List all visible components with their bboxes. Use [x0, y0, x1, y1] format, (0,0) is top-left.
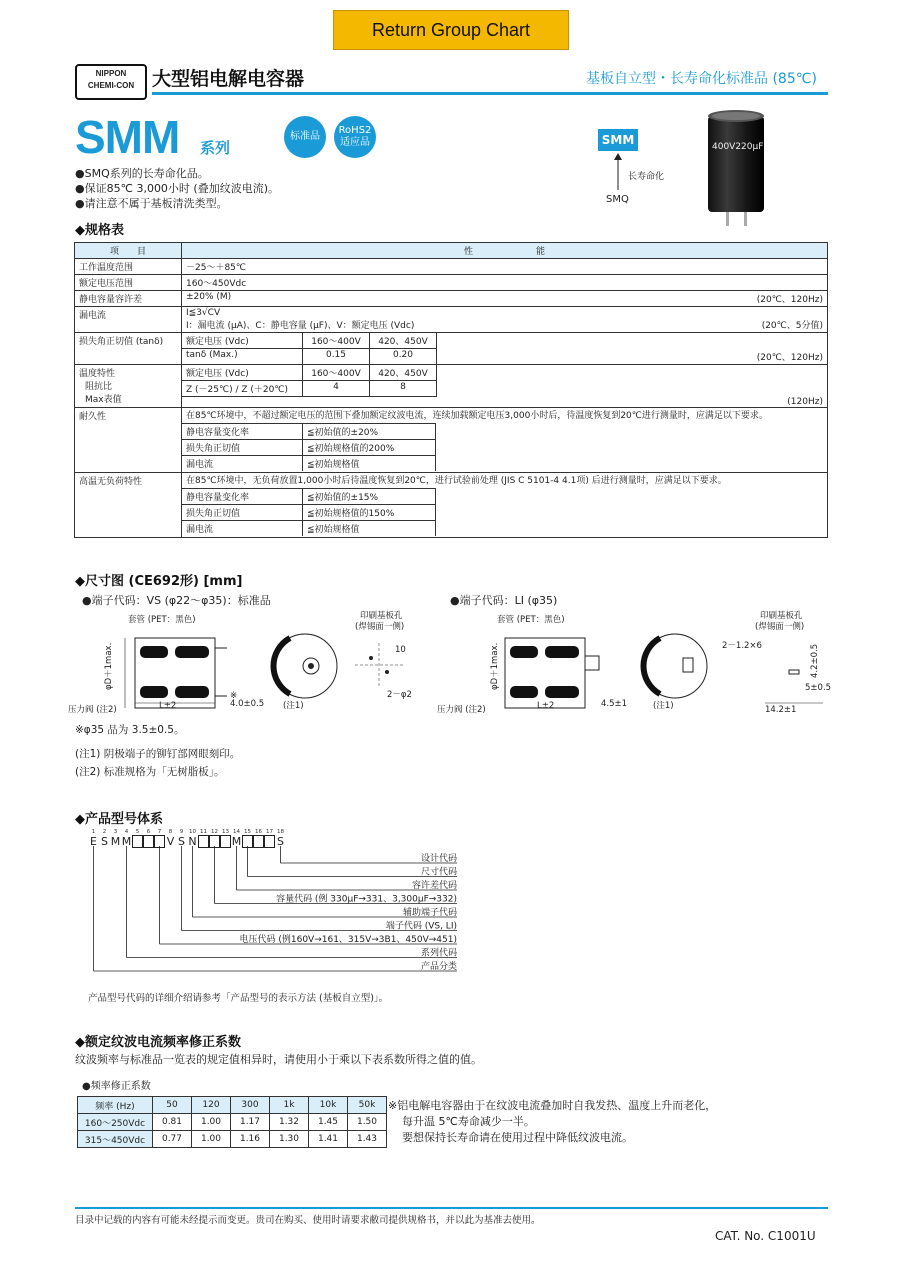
feature-list [75, 166, 279, 211]
freq-head: 50 [153, 1097, 192, 1114]
freq-head: 10k [309, 1097, 348, 1114]
pn-digit-char: S [277, 835, 284, 848]
pn-digit-index: 4 [124, 829, 129, 835]
end-cell: ≦初始规格值的200% [303, 440, 436, 456]
page-subtitle: 基板自立型・长寿命化标准品 (85℃) [586, 71, 817, 87]
note2-text: (注2) 标准规格为「无树脂板」。 [75, 766, 225, 778]
vs-sleeve-label: 套管 (PET：黑色) [128, 615, 196, 625]
freq-cell: 1.00 [192, 1114, 231, 1131]
li-pcb-label1: 印刷基板孔 [760, 611, 803, 621]
pn-tree-label: 端子代码 (VS, LI) [385, 921, 457, 932]
endurance-subtable [182, 423, 436, 471]
catalog-number: CAT. No. C1001U [715, 1229, 816, 1243]
cap-value: ±20% (M) [186, 292, 232, 302]
li-5-label: 5±0.5 [805, 683, 832, 693]
li-holes-label: 2－1.2×6 [722, 641, 762, 651]
li-vent-label: 压力阀 (注2) [437, 705, 486, 715]
page-title: 大型铝电解电容器 [152, 68, 305, 90]
ripple-heading: ◆额定纹波电流频率修正系数 [75, 1035, 241, 1050]
rohs-badge-line1: RoHS2 [338, 125, 372, 136]
tan-cell: tanδ (Max.) [182, 349, 303, 365]
vs-star: ※ [230, 691, 238, 701]
leak-desc: I：漏电流 (μA)、C：静电容量 (μF)、V：额定电压 (Vdc) [186, 321, 415, 331]
spec-col-perf: 性 能 [182, 243, 828, 259]
pn-digit-char: M [231, 835, 242, 848]
pn-digit-index: 6 [146, 829, 151, 835]
rohs-badge [334, 116, 376, 158]
ripple-note: 每升温 5℃寿命减少一半。 [402, 1115, 535, 1128]
end-cell: ≦初始规格值 [303, 456, 436, 472]
tc-label: 温度特性 [79, 369, 116, 379]
pn-digit-char: S [101, 835, 108, 848]
endurance-desc: 在85℃环境中，不超过额定电压的范围下叠加额定纹波电流，连续加载额定电压3,000小时后，待温度恢复到20℃进行测量时，应满足以下要求。 [186, 411, 768, 421]
pn-tree-label: 设计代码 [420, 854, 457, 864]
spec-row-value [182, 473, 828, 538]
lineage-arrow-icon [610, 152, 626, 192]
freq-cell: 160～250Vdc [78, 1114, 153, 1131]
pn-digit-index: 2 [102, 829, 107, 835]
pn-tree-label: 容许差代码 [411, 881, 457, 891]
header-divider [152, 92, 828, 95]
freq-head: 50k [348, 1097, 387, 1114]
pn-digit-char: M [121, 835, 132, 848]
pn-digit-index: 7 [157, 829, 162, 835]
pn-digit-index: 3 [113, 829, 118, 835]
series-suffix: 系列 [200, 139, 231, 157]
pn-digit-index: 1 [91, 829, 96, 835]
ripple-desc: 纹波频率与标准品一览表的规定值相异时，请使用小于乘以下表系数所得之值的值。 [75, 1053, 482, 1066]
vs-vent-label: 压力阀 (注2) [68, 705, 117, 715]
spec-row-label: 额定电压范围 [75, 275, 182, 291]
spec-row-value [182, 307, 828, 333]
return-group-chart-button[interactable]: Return Group Chart [333, 10, 569, 50]
spec-row-value: 160～450Vdc [182, 275, 828, 291]
pn-digit-index: 14 [233, 829, 240, 835]
logo-line2: CHEMI-CON [87, 81, 135, 90]
standard-badge-label: 标准品 [290, 131, 320, 142]
tan-cond: (20℃、120Hz) [756, 353, 823, 363]
li-142-label: 14.2±1 [765, 705, 797, 715]
tan-cell: 0.15 [303, 349, 370, 365]
pn-digit-index: 17 [266, 829, 273, 835]
pn-digit-index: 16 [255, 829, 262, 835]
lineage-smq: SMQ [606, 194, 629, 205]
spec-row-label [75, 365, 182, 408]
li-l-label: L±2 [537, 701, 555, 711]
nippon-chemicon-logo [75, 64, 147, 100]
pn-tree-label: 电压代码 (例160V→161、315V→3B1、450V→451) [239, 935, 457, 945]
pn-digit-index: 9 [179, 829, 184, 835]
vs-dim-label: 4.0±0.5 [230, 699, 265, 709]
pn-tree [85, 846, 465, 981]
tan-cell: 420、450V [370, 333, 437, 349]
tc-cell: 420、450V [370, 365, 437, 381]
tan-cell: 160～400V [303, 333, 370, 349]
spec-row-label: 高温无负荷特性 [75, 473, 182, 538]
vs-phid-label: φD＋1max. [104, 642, 114, 690]
freq-cell: 1.50 [348, 1114, 387, 1131]
feature-item: ●请注意不属于基板清洗类型。 [75, 197, 228, 210]
freq-cell: 1.32 [270, 1114, 309, 1131]
pn-tree-label: 尺寸代码 [420, 867, 457, 878]
freq-cell: 0.81 [153, 1114, 192, 1131]
li-note1: (注1) [653, 701, 674, 711]
tc-label: 阻抗比 [85, 382, 113, 392]
li-phid-label: φD＋1max. [490, 642, 500, 690]
spec-row-label: 静电容量容许差 [75, 291, 182, 307]
tc-cell: 8 [370, 381, 437, 397]
tan-cell: 额定电压 (Vdc) [182, 333, 303, 349]
freq-cell: 0.77 [153, 1131, 192, 1148]
li-dim-label: 4.5±1 [601, 699, 628, 709]
pn-digit-char: N [188, 835, 197, 848]
logo-line1: NIPPON [95, 69, 127, 78]
feature-item: ●保证85℃ 3,000小时 (叠加纹波电流)。 [75, 182, 280, 195]
freq-cell: 315～450Vdc [78, 1131, 153, 1148]
leak-formula: I≦3√CV [186, 308, 221, 318]
vs-l-label: L±2 [159, 701, 177, 711]
pn-digit-char: M [110, 835, 121, 848]
tc-label: Max表值 [85, 395, 122, 405]
end-cell: 漏电流 [182, 456, 303, 472]
pn-footnote: 产品型号代码的详细介绍请参考「产品型号的表示方法 (基板自立型)」。 [88, 993, 389, 1004]
tan-cell: 0.20 [370, 349, 437, 365]
tc-cond: (120Hz) [787, 397, 823, 407]
series-name: SMM [75, 111, 180, 163]
vs-pcb-label2: (焊锡面一侧) [355, 622, 405, 632]
footer-divider [75, 1207, 828, 1209]
pn-digit-index: 18 [277, 829, 284, 835]
pn-digit-index: 8 [168, 829, 173, 835]
freq-table [77, 1096, 387, 1148]
shelf-cell: ≦初始规格值 [303, 521, 436, 537]
rohs-badge-line2: 适应品 [340, 137, 370, 148]
ripple-notes [388, 1098, 716, 1146]
vs-note1: (注1) [283, 701, 304, 711]
pn-tree-label: 产品分类 [420, 962, 457, 972]
pn-heading: ◆产品型号体系 [75, 812, 163, 827]
capacitor-text: 400V220μF [712, 142, 764, 152]
shelf-cell: 漏电流 [182, 521, 303, 537]
end-cell: ≦初始值的±20% [303, 424, 436, 440]
feature-item: ●SMQ系列的长寿命化品。 [75, 167, 209, 180]
freq-head: 300 [231, 1097, 270, 1114]
li-42-label: 4.2±0.5 [810, 643, 820, 678]
spec-row-value [182, 333, 828, 365]
li-sleeve-label: 套管 (PET：黑色) [497, 615, 565, 625]
pn-digit-index: 13 [222, 829, 229, 835]
pn-digit-index: 12 [211, 829, 218, 835]
freq-cell: 1.45 [309, 1114, 348, 1131]
shelf-desc: 在85℃环境中，无负荷放置1,000小时后待温度恢复到20℃，进行试验前处理 (JIS C 5101-4 4.1项) 后进行测量时，应满足以下要求。 [186, 476, 727, 486]
end-cell: 损失角正切值 [182, 440, 303, 456]
dims-heading: ◆尺寸图 (CE692形) [mm] [75, 574, 243, 589]
spec-row-value: －25～＋85℃ [182, 259, 828, 275]
lineage-smm-box: SMM [598, 129, 638, 151]
pn-tree-label: 容量代码 (例 330μF→331、3,300μF→332) [276, 894, 457, 905]
dimension-drawings [65, 608, 865, 718]
pn-digit-index: 11 [200, 829, 207, 835]
pn-tree-label: 系列代码 [420, 948, 457, 959]
spec-table [74, 242, 828, 538]
pn-digit-index: 10 [189, 829, 196, 835]
pn-tree-label: 辅助端子代码 [402, 908, 457, 918]
spec-row-label: 耐久性 [75, 408, 182, 473]
lineage-label: 长寿命化 [628, 172, 665, 182]
tan-subtable [182, 333, 437, 364]
spec-row-value [182, 365, 828, 408]
spec-row-value [182, 408, 828, 473]
spec-row-label: 损失角正切值 (tanδ) [75, 333, 182, 365]
li-title: ●端子代码：LI (φ35) [450, 594, 558, 607]
tc-cell: Z (－25℃) / Z (＋20℃) [182, 381, 303, 397]
shelf-subtable [182, 488, 436, 536]
spec-heading: ◆规格表 [75, 223, 124, 238]
cap-cond: (20℃、120Hz) [756, 295, 823, 305]
tc-cell: 160～400V [303, 365, 370, 381]
shelf-cell: ≦初始值的±15% [303, 489, 436, 505]
freq-head: 频率 (Hz) [78, 1097, 153, 1114]
freq-cell: 1.00 [192, 1131, 231, 1148]
freq-cell: 1.41 [309, 1131, 348, 1148]
vs-title: ●端子代码：VS (φ22～φ35)：标准品 [82, 594, 271, 607]
leak-cond: (20℃、5分值) [761, 321, 823, 331]
footer-disclaimer: 目录中记载的内容有可能未经提示而变更。贵司在购买、使用时请要求敝司提供规格书，并以此为基准去使用。 [75, 1215, 541, 1226]
vs-hole-label: 2－φ2 [387, 690, 412, 700]
pn-digit-char: E [90, 835, 97, 848]
tc-subtable [182, 365, 437, 397]
freq-cell: 1.30 [270, 1131, 309, 1148]
vs-pcb-label1: 印刷基板孔 [360, 611, 403, 621]
capacitor-photo [700, 104, 772, 228]
pn-digit-index: 15 [244, 829, 251, 835]
spec-row-value [182, 291, 828, 307]
pn-digit-char: V [166, 835, 175, 848]
spec-col-item: 项 目 [75, 243, 182, 259]
freq-head: 1k [270, 1097, 309, 1114]
shelf-cell: 损失角正切值 [182, 505, 303, 521]
li-pcb-label2: (焊锡面一侧) [755, 622, 805, 632]
spec-row-label: 工作温度范围 [75, 259, 182, 275]
vs-10-label: 10 [395, 645, 406, 655]
freq-cell: 1.17 [231, 1114, 270, 1131]
ripple-sub: ●频率修正系数 [82, 1081, 151, 1092]
standard-badge [284, 116, 326, 158]
note1-text: (注1) 阴极端子的铆钉部网眼刻印。 [75, 748, 241, 760]
shelf-cell: ≦初始规格值的150% [303, 505, 436, 521]
end-cell: 静电容量变化率 [182, 424, 303, 440]
freq-cell: 1.16 [231, 1131, 270, 1148]
freq-cell: 1.43 [348, 1131, 387, 1148]
pn-digit-char: S [178, 835, 185, 848]
pn-digit-index: 5 [135, 829, 140, 835]
spec-row-label: 漏电流 [75, 307, 182, 333]
freq-head: 120 [192, 1097, 231, 1114]
tc-cell: 额定电压 (Vdc) [182, 365, 303, 381]
shelf-cell: 静电容量变化率 [182, 489, 303, 505]
ripple-note: 要想保持长寿命请在使用过程中降低纹波电流。 [402, 1131, 633, 1144]
ripple-note: ※铝电解电容器由于在纹波电流叠加时自我发热、温度上升而老化， [388, 1099, 717, 1112]
star-note: ※φ35 品为 3.5±0.5。 [75, 724, 185, 736]
tc-cell: 4 [303, 381, 370, 397]
